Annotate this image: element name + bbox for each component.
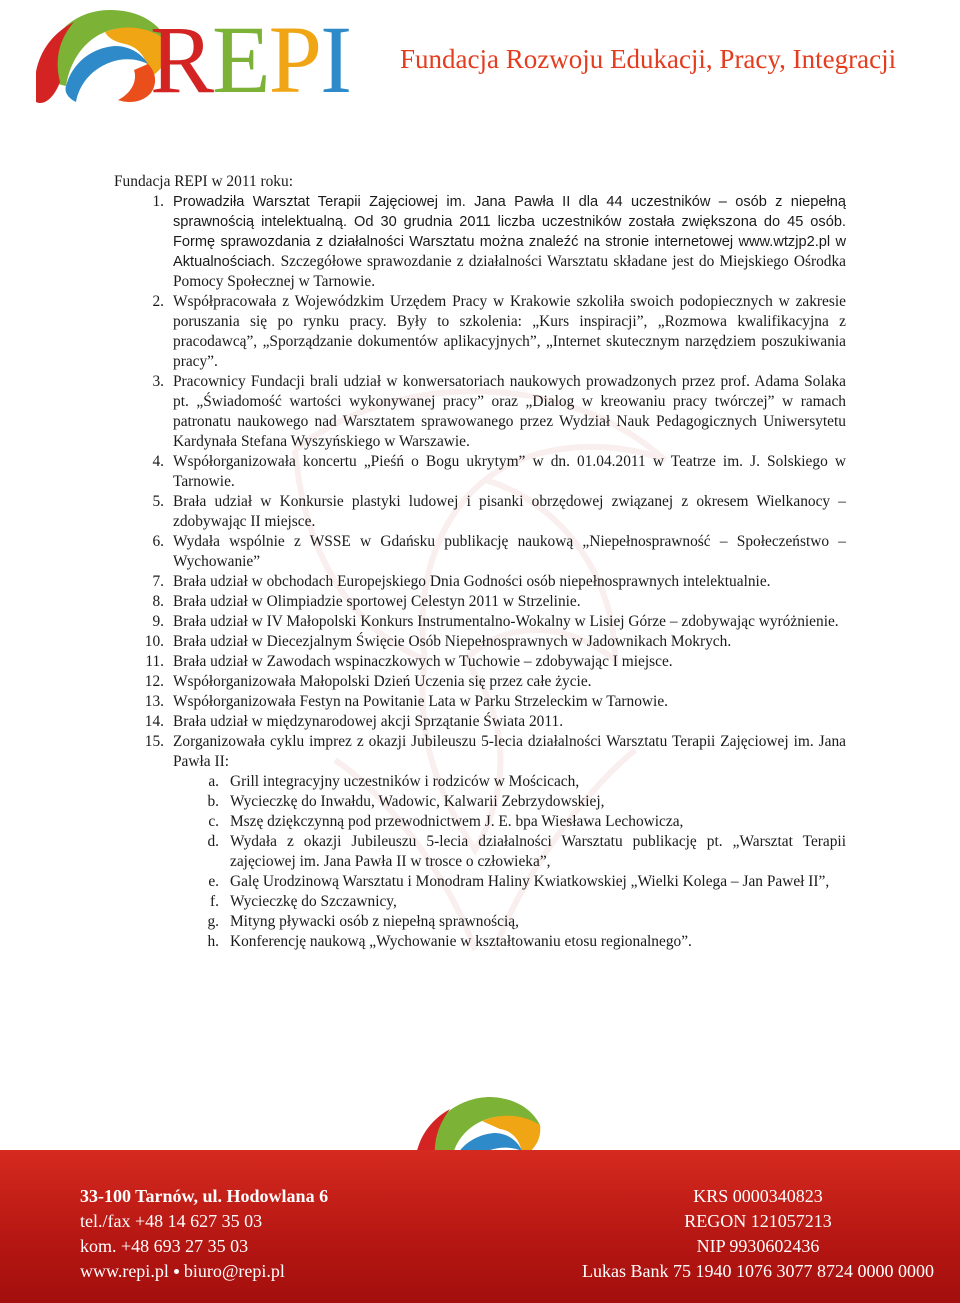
sub-item-letter: h.	[207, 933, 219, 950]
report-body	[114, 172, 846, 952]
item-text: Pracownicy Fundacji brali udział w konwersatoriach naukowych prowadzonych przez prof. Adama Solaka pt. „Świadomość wartości wykonywanej pracy” oraz „Dialog w kreowaniu pracy twórczej” w ramach patronatu naukowego nad Warsztatem sprawowanego przez Wydział Nauk Pedagogicznych Uniwersytetu Kardynała Stefana Wyszyńskiego w Warszawie.	[173, 373, 846, 450]
phone: tel./fax +48 14 627 35 03	[80, 1211, 263, 1231]
sub-list-item	[173, 872, 846, 892]
list-item	[114, 612, 846, 632]
contact-block	[80, 1184, 328, 1284]
item-text	[173, 192, 846, 292]
item-text: Brała udział w IV Małopolski Konkurs Instrumentalno-Wokalny w Lisiej Górze – zdobywając wyróżnienie.	[173, 613, 839, 630]
list-item	[114, 532, 846, 572]
item-text: Brała udział w Diecezjalnym Święcie Osób Niepełnosprawnych w Jadownikach Mokrych.	[173, 633, 732, 650]
sub-list-item	[173, 792, 846, 812]
foundation-tagline: Fundacja Rozwoju Edukacji, Pracy, Integracji	[400, 44, 897, 74]
mobile-phone: kom. +48 693 27 35 03	[80, 1236, 249, 1256]
item-text: Brała udział w obchodach Europejskiego Dnia Godności osób niepełnosprawnych intelektualnie.	[173, 573, 771, 590]
item-text: Wydała wspólnie z WSSE w Gdańsku publikację naukową „Niepełnosprawność – Społeczeństwo – Wychowanie”	[173, 533, 846, 570]
sub-list-item	[173, 812, 846, 832]
address: 33-100 Tarnów, ul. Hodowlana 6	[80, 1186, 329, 1206]
item-number: 15.	[144, 733, 164, 750]
email-link[interactable]: biuro@repi.pl	[183, 1261, 285, 1281]
sub-list-item	[173, 912, 846, 932]
sub-item-letter: a.	[208, 773, 219, 790]
item-text: Brała udział w Zawodach wspinaczkowych w Tuchowie – zdobywając I miejsce.	[173, 653, 673, 670]
item-number: 12.	[144, 673, 164, 690]
sub-item-text: Grill integracyjny uczestników i rodziców w Mościcach,	[230, 773, 580, 790]
sub-item-letter: g.	[207, 913, 219, 930]
sub-item-text: Wydała z okazji Jubileuszu 5-lecia działalności Warsztatu publikację pt. „Warsztat Terapii zajęciowej im. Jana Pawła II w trosce o człowieka”,	[230, 833, 846, 870]
list-item	[114, 292, 846, 372]
sub-list-item	[173, 832, 846, 872]
sub-item-letter: b.	[207, 793, 219, 810]
bullet-icon	[174, 1269, 179, 1274]
list-item	[114, 492, 846, 532]
item-number: 2.	[152, 293, 164, 310]
sub-item-text: Mityng pływacki osób z niepełną sprawnością,	[230, 913, 519, 930]
sub-item-text: Wycieczkę do Szczawnicy,	[230, 893, 397, 910]
list-item	[114, 372, 846, 452]
sub-item-text: Konferencję naukową „Wychowanie w kształtowaniu etosu regionalnego”.	[230, 933, 692, 950]
item-number: 5.	[152, 493, 164, 510]
item-number: 4.	[152, 453, 164, 470]
list-item	[114, 712, 846, 732]
list-item	[114, 632, 846, 652]
item-number: 8.	[152, 593, 164, 610]
bank-account: Lukas Bank 75 1940 1076 3077 8724 0000 0000	[582, 1261, 934, 1281]
sub-item-letter: c.	[208, 813, 219, 830]
item-number: 11.	[145, 653, 164, 670]
item-text-sans: Prowadziła Warsztat Terapii Zajęciowej im. Jana Pawła II dla 44 uczestników – osób z niepełną sprawnością intelektualną. Od 30 grudnia 2011 liczba uczestników została zwiększona do 45 osób. Formę sprawozdania z działalności Warsztatu można znaleźć na stronie internetowej www.wtzjp2.pl w Aktualnościach.	[173, 194, 846, 270]
list-item	[114, 452, 846, 492]
sub-list-item	[173, 772, 846, 792]
sub-item-text: Wycieczkę do Inwałdu, Wadowic, Kalwarii Zebrzydowskiej,	[230, 793, 605, 810]
list-item	[114, 732, 846, 952]
item-text: Brała udział w Konkursie plastyki ludowej i pisanki obrzędowej związanej z okresem Wielkanocy – zdobywając II miejsce.	[173, 493, 846, 530]
sub-item-letter: f.	[210, 893, 219, 910]
item-text: Współorganizowała Festyn na Powitanie Lata w Parku Strzeleckim w Tarnowie.	[173, 693, 669, 710]
website-link[interactable]: www.repi.pl	[80, 1261, 169, 1281]
item-text: Zorganizowała cyklu imprez z okazji Jubileuszu 5-lecia działalności Warsztatu Terapii Zajęciowej im. Jana Pawła II:	[173, 733, 846, 770]
krs-number: KRS 0000340823	[693, 1186, 823, 1206]
list-item	[114, 672, 846, 692]
item-number: 7.	[152, 573, 164, 590]
sub-item-letter: d.	[207, 833, 219, 850]
sub-item-letter: e.	[208, 873, 219, 890]
list-item	[114, 572, 846, 592]
item-text: Współorganizowała Małopolski Dzień Uczenia się przez całe życie.	[173, 673, 592, 690]
footer-bar	[0, 1150, 960, 1303]
sub-list-item	[173, 932, 846, 952]
sub-item-text: Galę Urodzinową Warsztatu i Monodram Haliny Kwiatkowskiej „Wielki Kolega – Jan Paweł II”,	[230, 873, 830, 890]
item-number: 14.	[144, 713, 164, 730]
list-item	[114, 192, 846, 292]
jubilee-events-list	[173, 772, 846, 952]
sub-item-text: Mszę dziękczynną pod przewodnictwem J. E. bpa Wiesława Lechowicza,	[230, 813, 684, 830]
item-number: 1.	[152, 193, 164, 210]
item-text: Współpracowała z Wojewódzkim Urzędem Pracy w Krakowie szkoliła swoich podopiecznych w zakresie poruszania się po rynku pracy. Były to szkolenia: „Kurs inspiracji”, „Rozmowa kwalifikacyjna z pracodawcą”, „Sporządzanie dokumentów aplikacyjnych”, „Internet skutecznym narzędziem poszukiwania pracy”.	[173, 293, 846, 370]
regon-number: REGON 121057213	[684, 1211, 832, 1231]
list-item	[114, 692, 846, 712]
item-number: 13.	[144, 693, 164, 710]
list-item	[114, 592, 846, 612]
item-text: Brała udział w Olimpiadzie sportowej Celestyn 2011 w Strzelinie.	[173, 593, 581, 610]
repi-logo-text: REPI	[150, 6, 351, 113]
nip-number: NIP 9930602436	[696, 1236, 820, 1256]
activity-list	[114, 192, 846, 952]
letterhead	[0, 0, 960, 120]
item-number: 6.	[152, 533, 164, 550]
item-text: Brała udział w międzynarodowej akcji Sprzątanie Świata 2011.	[173, 713, 564, 730]
item-number: 10.	[144, 633, 164, 650]
list-item	[114, 652, 846, 672]
web-email-line	[80, 1259, 328, 1284]
registration-block	[582, 1184, 934, 1284]
sub-list-item	[173, 892, 846, 912]
report-intro: Fundacja REPI w 2011 roku:	[114, 173, 293, 190]
item-number: 3.	[152, 373, 164, 390]
item-text: Współorganizowała koncertu „Pieśń o Bogu ukrytym” w dn. 01.04.2011 w Teatrze im. J. Solskiego w Tarnowie.	[173, 453, 846, 490]
item-number: 9.	[152, 613, 164, 630]
item-text-serif: Szczegółowe sprawozdanie z działalności Warsztatu składane jest do Miejskiego Ośrodka Pomocy Społecznej w Tarnowie.	[173, 253, 846, 290]
